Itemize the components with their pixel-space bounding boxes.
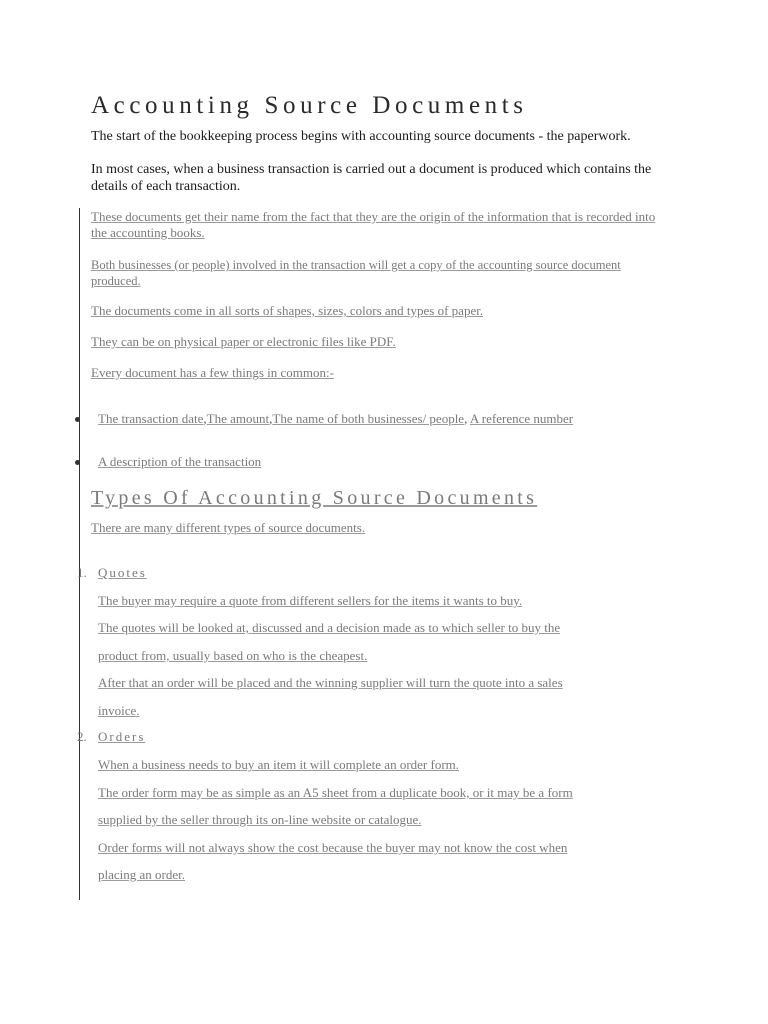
link-paragraph-shapes[interactable]: The documents come in all sorts of shapes, sizes, colors and types of paper. [91, 303, 484, 318]
orders-line-5[interactable]: placing an order. [98, 867, 185, 882]
quotes-line-5[interactable]: invoice. [98, 703, 140, 718]
margin-rule [79, 208, 80, 900]
types-heading[interactable]: Types Of Accounting Source Documents [91, 487, 538, 509]
link-paragraph-common[interactable]: Every document has a few things in common:- [91, 365, 334, 380]
bullet-separator: , [269, 411, 273, 426]
orders-line-3[interactable]: supplied by the seller through its on-line website or catalogue. [98, 812, 422, 827]
bullet-dot-2 [75, 460, 80, 465]
link-transaction-description[interactable]: A description of the transaction [98, 454, 262, 469]
link-paragraph-copies[interactable]: Both businesses (or people) involved in the transaction will get a copy of the accounting source document produced. [91, 258, 621, 288]
bullet-dot-1 [75, 417, 80, 422]
quotes-line-1[interactable]: The buyer may require a quote from different sellers for the items it wants to buy. [98, 593, 523, 608]
intro-paragraph-2: In most cases, when a business transaction is carried out a document is produced which contains the details of each transaction. [91, 162, 652, 194]
link-types-intro[interactable]: There are many different types of source documents. [91, 520, 366, 535]
section-number-1: 1. [77, 565, 87, 580]
bullet-separator: , [203, 411, 207, 426]
section-title-quotes[interactable]: Quotes [98, 565, 147, 580]
intro-paragraph-1: The start of the bookkeeping process begins with accounting source documents - the paperwork. [91, 129, 631, 144]
bullet-item-1 [98, 411, 573, 427]
bullet-separator: , [464, 411, 468, 426]
orders-line-2[interactable]: The order form may be as simple as an A5 sheet from a duplicate book, or it may be a form [98, 785, 573, 800]
section-number-2: 2. [77, 729, 87, 744]
orders-line-1[interactable]: When a business needs to buy an item it will complete an order form. [98, 757, 460, 772]
quotes-line-3[interactable]: product from, usually based on who is the cheapest. [98, 648, 368, 663]
link-paragraph-origin[interactable]: These documents get their name from the fact that they are the origin of the information that is recorded into the accounting books. [91, 209, 656, 240]
page-title: Accounting Source Documents [91, 92, 528, 119]
orders-line-4[interactable]: Order forms will not always show the cost because the buyer may not know the cost when [98, 840, 568, 855]
quotes-line-2[interactable]: The quotes will be looked at, discussed and a decision made as to which seller to buy the [98, 620, 561, 635]
link-reference-number[interactable]: A reference number [469, 411, 574, 426]
section-title-orders[interactable]: Orders [98, 729, 146, 744]
quotes-line-4[interactable]: After that an order will be placed and the winning supplier will turn the quote into a sales [98, 675, 563, 690]
link-amount[interactable]: The amount [206, 411, 270, 426]
link-business-names[interactable]: The name of both businesses/ people [272, 411, 465, 426]
link-paragraph-formats[interactable]: They can be on physical paper or electronic files like PDF. [91, 334, 396, 349]
link-transaction-date[interactable]: The transaction date [98, 411, 204, 426]
